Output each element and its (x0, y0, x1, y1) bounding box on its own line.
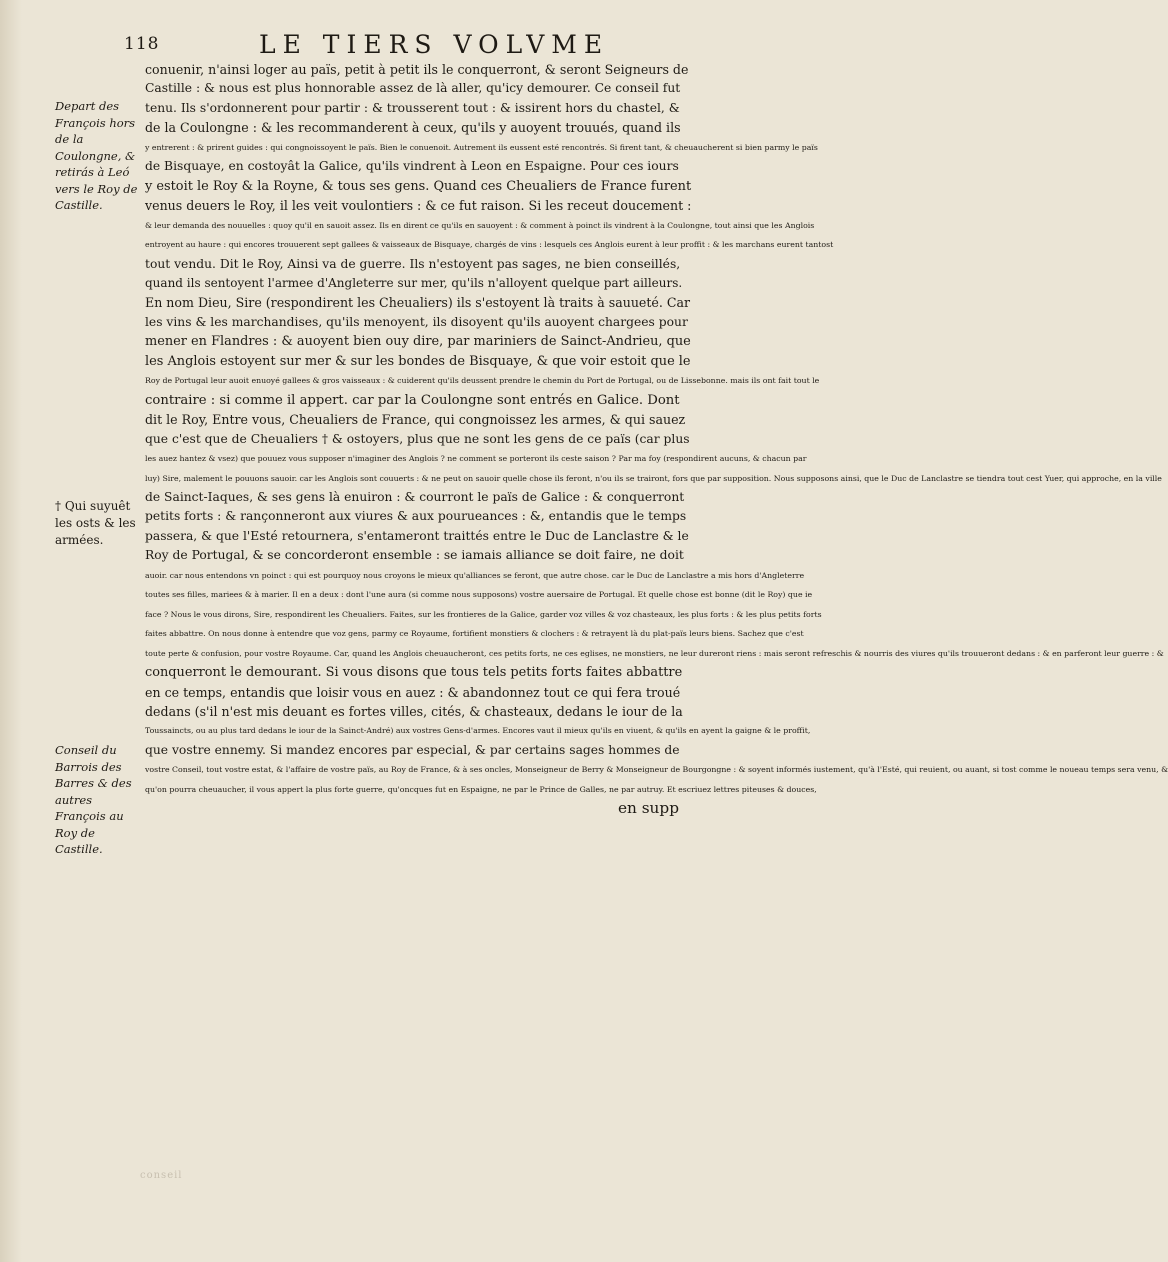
text-line: tout vendu. Dit le Roy, Ainsi va de guerre. Ils n'estoyent pas sages, ne bien conseillés, (145, 256, 681, 271)
page-gutter-shade (0, 0, 22, 1262)
page-header (124, 30, 670, 60)
text-line: toutes ses filles, mariees & à marier. Il en a deux : dont l'une aura (si comme nous supposons) vostre auersaire de Portugal. Et quelle chose est bonne (dit le Roy) que ie (145, 590, 813, 600)
text-line: Roy de Portugal, & se concorderont ensemble : se iamais alliance se doit faire, ne doit (145, 548, 684, 563)
text-line: les auez hantez & vsez) que pouuez vous supposer n'imaginer des Anglois ? ne comment se porteront ils ceste saison ? Par ma foy (respondirent aucuns, & chacun par (145, 454, 807, 464)
text-line: conquerront le demourant. Si vous disons que tous tels petits forts faites abbattre (145, 665, 683, 681)
text-line: mener en Flandres : & auoyent bien ouy dire, par mariniers de Sainct-Andrieu, que (145, 334, 691, 350)
text-line: conuenir, n'ainsi loger au païs, petit à petit ils le conquerront, & seront Seigneurs de (145, 62, 689, 77)
text-line: faites abbattre. On nous donne à entendre que voz gens, parmy ce Royaume, fortifient monstiers & clochers : & retrayent là du plat-païs leurs biens. Sachez que c'est (145, 629, 804, 639)
text-line: les vins & les marchandises, qu'ils menoyent, ils disoyent qu'ils auoyent chargees pour (145, 314, 688, 329)
text-line: qu'on pourra cheuaucher, il vous appert la plus forte guerre, qu'oncques fut en Espaigne, ne par le Prince de Galles, ne par autruy. Et escriuez lettres piteuses & douces, (145, 784, 817, 794)
show-through-text: conseil (140, 1170, 183, 1181)
text-line: dedans (s'il n'est mis deuant es fortes villes, cités, & chasteaux, dedans le iour de la (145, 703, 683, 719)
text-line: vostre Conseil, tout vostre estat, & l'affaire de vostre païs, au Roy de France, & à ses oncles, Monseigneur de Berry & Monseigneur de Bourgongne : & soyent informés iustement, qu'à l'Esté, qui reuient, ou auant, si tost comme le noueau temps sera venu, & (145, 765, 1168, 775)
text-line: petits forts : & rançonneront aux viures & aux pourueances : &, entandis que le temps (145, 509, 687, 524)
text-line: Roy de Portugal leur auoit enuoyé gallees & gros vaisseaux : & cuiderent qu'ils deussent prendre le chemin du Port de Portugal, ou de Lissebonne. mais ils ont fait tout le (145, 376, 820, 386)
text-line: luy) Sire, malement le pouuons sauoir. car les Anglois sont couuerts : & ne peut on sauoir quelle chose ils feront, n'ou ils se trairont, fors que par supposition. Nous supposons ainsi, que le Duc de Lanclastre se tiendra tout cest Yuer, qui approche, en la ville (145, 473, 1162, 483)
text-line: de Bisquaye, en costoyât la Galice, qu'ils vindrent à Leon en Espaigne. Pour ces iours (145, 159, 679, 174)
text-line: tenu. Ils s'ordonnerent pour partir : & trousserent tout : & issirent hors du chastel, & (145, 100, 680, 115)
margin-note-conseil: Conseil du Barrois des Barres & des autres François au Roy de Castille. (55, 743, 132, 856)
text-line: que c'est que de Cheualiers † & ostoyers, plus que ne sont les gens de ce païs (car plus (145, 431, 690, 446)
text-line: y estoit le Roy & la Royne, & tous ses gens. Quand ces Cheualiers de France furent (145, 178, 692, 194)
main-text-block (145, 60, 1168, 819)
page-number: 118 (124, 34, 160, 54)
text-line: les Anglois estoyent sur mer & sur les bondes de Bisquaye, & que voir estoit que le (145, 353, 691, 369)
text-line: en ce temps, entandis que loisir vous en auez : & abandonnez tout ce qui fera troué (145, 684, 681, 700)
text-line: auoir. car nous entendons vn poinct : qui est pourquoy nous croyons le mieux qu'alliances se feront, que autre chose. car le Duc de Lanclastre a mis hors d'Angleterre (145, 570, 805, 580)
text-line: Toussaincts, ou au plus tard dedans le iour de la Sainct-André) aux vostres Gens-d'armes. Encores vaut il mieux qu'ils en viuent, & qu'ils en ayent la gaigne & le proffit, (145, 726, 811, 736)
text-line: contraire : si comme il appert. car par la Coulongne sont entrés en Galice. Dont (145, 392, 680, 408)
text-line: En nom Dieu, Sire (respondirent les Cheualiers) ils s'estoyent là traits à sauueté. Car (145, 295, 691, 311)
text-line: passera, & que l'Esté retournera, s'entameront traittés entre le Duc de Lanclastre & le (145, 528, 689, 543)
text-line: quand ils sentoyent l'armee d'Angleterre sur mer, qu'ils n'alloyent quelque part ailleurs. (145, 275, 683, 290)
text-line: face ? Nous le vous dirons, Sire, respondirent les Cheualiers. Faites, sur les frontieres de la Galice, garder voz villes & voz chasteaux, les plus forts : & les plus petits forts (145, 609, 822, 619)
text-line: entroyent au haure : qui encores trouuerent sept gallees & vaisseaux de Bisquaye, chargés de vins : lesquels ces Anglois eurent à leur proffit : & les marchans eurent tantost (145, 240, 834, 250)
text-line: venus deuers le Roy, il les veit voulontiers : & ce fut raison. Si les receut doucement : (145, 198, 692, 214)
text-line: Castille : & nous est plus honnorable assez de là aller, qu'icy demourer. Ce conseil fut (145, 81, 681, 96)
running-title: LE TIERS VOLVME (259, 30, 610, 59)
text-line: de Sainct-Iaques, & ses gens là enuiron : & courront le païs de Galice : & conquerront (145, 489, 685, 504)
text-line: en supp (617, 799, 679, 818)
text-line: y entrerent : & prirent guides : qui congnoissoyent le païs. Bien le conuenoit. Autrement ils eussent esté rencontrés. Si firent tant, & cheuaucherent si bien parmy le païs (145, 142, 818, 152)
text-line: & leur demanda des nouuelles : quoy qu'il en sauoit assez. Ils en dirent ce qu'ils en sauoyent : & comment à poinct ils vindrent à la Coulongne, tout ainsi que les Anglois (145, 220, 815, 230)
margin-note-depart: Depart des François hors de la Coulongne, & retirás à Leó vers le Roy de Castille. (55, 99, 138, 212)
text-line: de la Coulongne : & les recommanderent à ceux, qu'ils y auoyent trouués, quand ils (145, 120, 681, 136)
text-line: que vostre ennemy. Si mandez encores par especial, & par certains sages hommes de (145, 742, 680, 757)
margin-note-ostoyers: † Qui suyuêt les osts & les armées. (55, 499, 136, 547)
text-line: toute perte & confusion, pour vostre Royaume. Car, quand les Anglois cheuaucheront, ces petits forts, ne ces eglises, ne monstiers, ne leur dureront riens : mais seront refreschis & nourris des viures qu'ils trouueront dedans : & en parferont leur guerre : & (145, 648, 1164, 658)
text-line: dit le Roy, Entre vous, Cheualiers de France, qui congnoissez les armes, & qui sauez (145, 412, 686, 428)
